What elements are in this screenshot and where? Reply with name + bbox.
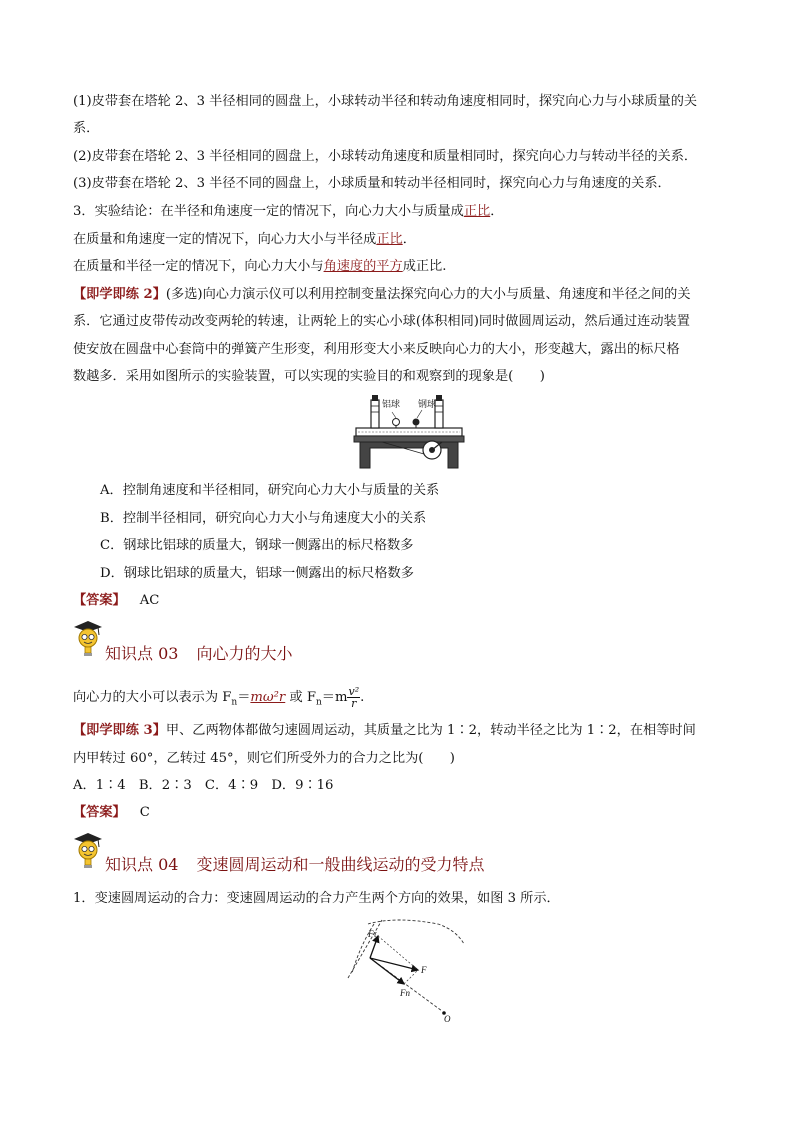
tangent-line <box>348 920 382 978</box>
practice2-line-2: 系．它通过皮带传动改变两轮的转速，让两轮上的实心小球(体积相同)同时做圆周运动，然后通过连动装置 <box>73 314 690 329</box>
kp03-formula-line: 向心力的大小可以表示为 $F_n=m\omega^2r$ 或 $F_n=m$ $\frac{\text{v²}}{r}$ . <box>73 685 365 710</box>
practice2-line-4: 数越多．采用如图所示的实验装置，可以实现的实验目的和观察到的现象是( ) <box>73 369 545 384</box>
centripetal-apparatus-figure <box>352 392 468 472</box>
label-f: F <box>421 965 427 975</box>
step-1-line-2: 系． <box>73 121 100 136</box>
kp04-line-1: 1．变速圆周运动的合力：变速圆周运动的合力产生两个方向的效果，如图 3 所示． <box>73 891 560 906</box>
conclusion-line-2: 在质量和角速度一定的情况下，向心力大小与半径成正比． <box>73 232 416 247</box>
step-1-line-1: (1)皮带套在塔轮 2、3 半径相同的圆盘上，小球转动半径和转动角速度相同时，探究向心力与小球质量的关 <box>73 94 698 109</box>
practice2-option-d: D．钢球比铝球的质量大，铝球一侧露出的标尺格数多 <box>100 566 414 581</box>
steel-ball <box>413 419 420 426</box>
apparatus-base <box>360 442 458 468</box>
step-3: (3)皮带套在塔轮 2、3 半径不同的圆盘上，小球质量和转动半径相同时，探究向心力与角速度的关系． <box>73 176 671 191</box>
step-2: (2)皮带套在塔轮 2、3 半径相同的圆盘上，小球转动角速度和质量相同时，探究向心力与转动半径的关系． <box>73 149 698 164</box>
force-decomposition-figure <box>330 918 470 1023</box>
scholar-mascot-icon <box>70 830 104 870</box>
label-f-n: Fn <box>400 988 410 998</box>
practice3-tag: 【即学即练 3】 <box>73 723 166 738</box>
conclusion-line-3: 在质量和半径一定的情况下，向心力大小与角速度的平方成正比. <box>73 259 447 274</box>
practice2-answer <box>73 591 159 611</box>
practice3-line-2: 内甲转过 60°，乙转过 45°，则它们所受外力的合力之比为( ) <box>73 751 455 766</box>
formula-blank: mω²r <box>250 690 286 705</box>
v-squared-over-r-fraction: $\frac{\text{v²}}{r}$ <box>348 685 360 710</box>
circular-path-arc <box>368 920 464 944</box>
knowledge-point-04-heading: 知识点 04 变速圆周运动和一般曲线运动的受力特点 <box>105 855 485 874</box>
label-o: O <box>444 1014 451 1023</box>
label-f-tau: Fτ <box>368 929 377 939</box>
practice3-answer: 【答案】 C <box>73 805 150 820</box>
practice2-tag: 【即学即练 2】 <box>73 287 166 302</box>
practice3-options: A．1∶4 B．2∶3 C．4∶9 D．9∶16 <box>73 778 334 793</box>
aluminum-ball <box>393 419 400 426</box>
answer-blank-1: 正比 <box>463 204 491 219</box>
practice2-option-b: B．控制半径相同，研究向心力大小与角速度大小的关系 <box>100 511 427 526</box>
practice2-option-c: C．钢球比铝球的质量大，钢球一侧露出的标尺格数多 <box>100 538 414 553</box>
knowledge-point-03-heading: 知识点 03 向心力的大小 <box>105 644 293 663</box>
practice2-line-3: 使安放在圆盘中心套筒中的弹簧产生形变，利用形变大小来反映向心力的大小，形变越大，露出的标尺格 <box>73 342 680 357</box>
answer-value: AC <box>139 593 160 608</box>
right-sleeve <box>435 400 443 428</box>
practice2-line-1: 【即学即练 2】(多选)向心力演示仪可以利用控制变量法探究向心力的大小与质量、角速度和半径之间的关 <box>73 287 691 302</box>
answer-blank-2: 正比 <box>376 232 403 247</box>
answer-blank-3: 角速度的平方 <box>323 259 403 274</box>
scholar-mascot-icon <box>70 618 104 658</box>
left-sleeve <box>371 400 379 428</box>
conclusion-line-1: 3．实验结论：在半径和角速度一定的情况下，向心力大小与质量成正比． <box>73 204 504 219</box>
practice3-line-1: 【即学即练 3】甲、乙两物体都做匀速圆周运动，其质量之比为 1∶2，转动半径之比为 1∶2，在相等时间 <box>73 723 696 738</box>
label-aluminum-ball: 铝球 <box>382 400 401 410</box>
answer-tag: 【答案】 <box>73 593 126 608</box>
label-steel-ball: 钢球 <box>418 400 437 410</box>
practice2-option-a: A．控制角速度和半径相同，研究向心力大小与质量的关系 <box>100 483 440 498</box>
